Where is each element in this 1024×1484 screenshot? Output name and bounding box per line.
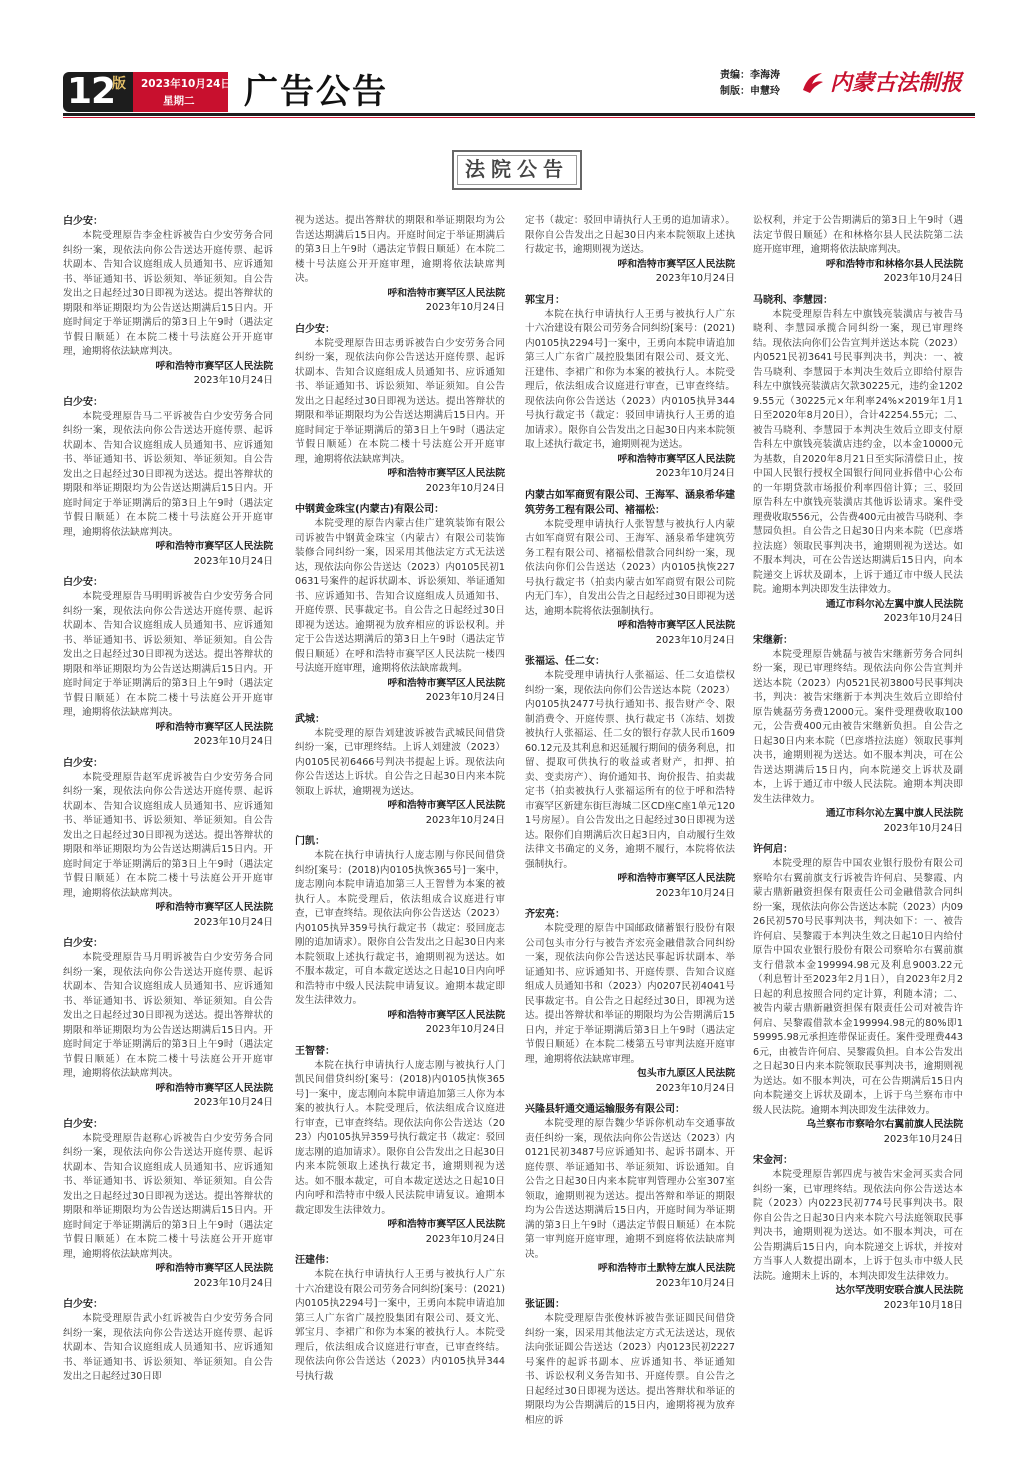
notice-body: 本院受理原告田志勇诉被告白少安劳务合同纠纷一案，现依法向你公告送达开庭传票、起诉状副本、告知合议庭组成人员通知书、应诉通知书、举证通知书、诉讼须知、举证须知。自公告发出之日起经过30日即视为送达。提出答辩状的期限和举证期限均为公告送达期满后15日内。开庭时间定于举证期满后的第3日上午9时（遇法定节假日顺延）在本院二楼十号法庭公开开庭审理，逾期将依法缺席判决。 <box>295 337 505 465</box>
header-rule-accent <box>63 117 975 118</box>
producer-line: 制版：申慧玲 <box>720 86 780 97</box>
court-notice <box>63 214 273 389</box>
notice-court: 呼和浩特市赛罕区人民法院 <box>387 1009 505 1021</box>
header-rule <box>63 113 975 116</box>
notice-court: 呼和浩特市赛罕区人民法院 <box>155 902 273 913</box>
court-notice <box>753 214 963 287</box>
notice-body: 本院受理原告马明明诉被告白少安劳务合同纠纷一案，现依法向你公告送达开庭传票、起诉状副本、告知合议庭组成人员通知书、应诉通知书、举证通知书、诉讼须知、举证须知。自公告发出之日起经过30日即视为送达。提出答辩状的期限和举证期限均为公告送达期满后15日内。开庭时间定于举证期满后的第3日上午9时（遇法定节假日顺延）在本院二楼十号法庭公开开庭审理，逾期将依法缺席判决。 <box>63 591 273 718</box>
notice-addressee: 宋金河： <box>753 1155 793 1166</box>
court-notice <box>295 1253 505 1384</box>
notice-body: 本院受理申请执行人张智慧与被执行人内蒙古如军商贸有限公司、王海军、涵泉希华建筑劳务工程有限公司、褚福松借款合同纠纷一案，现依法向你们公告送达（2023）内0105执恢227号执行裁定书（拍卖内蒙古如军商贸有限公司院内无门车），自发出公告之日起经过30日即视为送达，逾期本院将依法强制执行。 <box>525 518 735 617</box>
notice-body: 本院在执行申请执行人王勇与被执行人广东十六冶建设有限公司劳务合同纠纷[案号：(2021)内0105执2294号]一案中，王勇向本院申请追加第三人广东省广晟控股集团有限公司、聂文光、汪建伟、李裙广和你为本案的被执行人。本院受理后，依法组成合议庭进行审查，已审查终结。现依法向你公告送达（2023）内0105执异344号执行裁定书（裁定：驳回申请执行人王勇的追加请求）。限你自公告发出之日起30日内来本院领取上述执行裁定书，逾期则视为送达。 <box>525 308 735 450</box>
issue-date-box <box>133 72 231 112</box>
court-notice <box>525 1297 735 1428</box>
logo-emblem-icon <box>800 70 826 96</box>
editor-credits <box>720 68 780 100</box>
banner-title: 法院公告 <box>465 157 569 181</box>
notice-body: 讼权利，并定于公告期满后的第3日上午9时（遇法定节假日顺延）在和林格尔县人民法院第二法庭开庭审理，逾期将依法缺席判决。 <box>753 215 963 255</box>
notice-court: 乌兰察布市察哈尔右翼前旗人民法院 <box>806 1119 963 1130</box>
notice-body: 本院受理原告赵军虎诉被告白少安劳务合同纠纷一案，现依法向你公告送达开庭传票、起诉状副本、告知合议庭组成人员通知书、应诉通知书、举证通知书、诉讼须知、举证须知。自公告发出之日起经过30日即视为送达。提出答辩状的期限和举证期限均为公告送达期满后15日内。开庭时间定于举证期满后的第3日上午9时（遇法定节假日顺延）在本院二楼十号法庭公开开庭审理，逾期将依法缺席判决。 <box>63 771 273 899</box>
court-notice <box>525 214 735 287</box>
court-notice <box>525 488 735 649</box>
notice-column <box>295 214 505 1476</box>
notice-column <box>525 214 735 1476</box>
page-number: 12 <box>67 71 116 112</box>
notice-date: 2023年10月24日 <box>883 822 963 834</box>
notice-body: 本院受理原告马月明诉被告白少安劳务合同纠纷一案，现依法向你公告送达开庭传票、起诉状副本、告知合议庭组成人员通知书、应诉通知书、举证通知书、诉讼须知、举证须知。自公告发出之日起经过30日即视为送达。提出答辩状的期限和举证期限均为公告送达期满后15日内。开庭时间定于举证期满后的第3日上午9时（遇法定节假日顺延）在本院二楼十号法庭公开开庭审理，逾期将依法缺席判决。 <box>63 952 273 1079</box>
notice-addressee: 内蒙古如军商贸有限公司、王海军、涵泉希华建筑劳务工程有限公司、褚福松： <box>525 489 735 516</box>
notice-date: 2023年10月24日 <box>425 1024 505 1035</box>
notice-body: 本院受理原告赵称心诉被告白少安劳务合同纠纷一案，现依法向你公告送达开庭传票、起诉状副本、告知合议庭组成人员通知书、应诉通知书、举证通知书、诉讼须知、举证须知。自公告发出之日起经过30日即视为送达。提出答辩状的期限和举证期限均为公告送达期满后15日内。开庭时间定于举证期满后的第3日上午9时（遇法定节假日顺延）在本院二楼十号法庭公开开庭审理，逾期将依法缺席判决。 <box>63 1132 273 1260</box>
editor-line: 责编：李海涛 <box>720 70 780 81</box>
notice-body: 本院受理原告郭四虎与被告宋金河买卖合同纠纷一案，已审理终结。现依法向你公告送达本院（2023）内0223民初774号民事判决书。限你自公告之日起30日内来本院六号法庭领取民事判决书，逾期则视为送达。如不服本判决，可在公告期满后15日内，向本院递交上诉状，并按对方当事人人数提出副本，上诉于包头市中级人民法院。逾期未上诉的，本判决即发生法律效力。 <box>753 1169 963 1282</box>
newspaper-logo <box>800 68 975 102</box>
notice-addressee: 白少安： <box>63 216 103 227</box>
notice-court: 呼和浩特市土默特左旗人民法院 <box>597 1263 735 1274</box>
notice-date: 2023年10月24日 <box>655 273 735 284</box>
page-number-badge <box>63 72 133 112</box>
court-notice-banner <box>452 150 582 190</box>
notice-date: 2023年10月24日 <box>883 273 963 284</box>
notice-date: 2023年10月24日 <box>193 916 273 928</box>
notice-date: 2023年10月24日 <box>655 1082 735 1094</box>
notice-addressee: 武城： <box>295 713 325 725</box>
notice-addressee: 白少安： <box>63 577 103 588</box>
notice-body: 本院受理申请执行人张福运、任二女追偿权纠纷一案，现依法向你们公告送达本院（2023）内0105执2477号执行通知书、报告财产令、限制消费令、开庭传票、执行裁定书（冻结、划拨被执行人张福运、任二女的银行存款人民币160960.12元及其利息和迟延履行期间的债务利息，扣留、提取可供执行的收益或者财产，扣押、拍卖、变卖房产）、询价通知书、询价报告、拍卖裁定书（拍卖被执行人张福运所有的位于呼和浩特市赛罕区新建东街巨海城二区CD座C座1单元1201号房屋）。自公告发出之日起经过30日即视为送达。限你们自期满后次日起3日内，自动履行生效法律文书确定的义务，逾期不履行，本院将依法强制执行。 <box>525 670 735 870</box>
notice-date: 2023年10月18日 <box>883 1299 963 1311</box>
court-notice <box>753 633 963 837</box>
notice-date: 2023年10月24日 <box>883 1133 963 1145</box>
notice-court: 包头市九原区人民法院 <box>637 1068 735 1079</box>
notice-court: 通辽市科尔沁左翼中旗人民法院 <box>825 598 963 610</box>
issue-date: 2023年10月24日 <box>141 78 231 90</box>
notice-date: 2023年10月24日 <box>425 302 505 313</box>
notice-addressee: 白少安： <box>295 323 335 335</box>
notice-date: 2023年10月24日 <box>425 692 505 703</box>
notice-date: 2023年10月24日 <box>655 1277 735 1289</box>
notice-body: 本院受理原告马二平诉被告白少安劳务合同纠纷一案，现依法向你公告送达开庭传票、起诉状副本、告知合议庭组成人员通知书、应诉通知书、举证通知书、诉讼须知、举证须知。自公告发出之日起经过30日即视为送达。提出答辩状的期限和举证期限均为公告送达期满后15日内。开庭时间定于举证期满后的第3日上午9时（遇法定节假日顺延）在本院二楼十号法庭公开开庭审理，逾期将依法缺席判决。 <box>63 410 273 538</box>
notice-body: 本院受理原告李金柱诉被告白少安劳务合同纠纷一案，现依法向你公告送达开庭传票、起诉状副本、告知合议庭组成人员通知书、应诉通知书、举证通知书、诉讼须知、举证须知。自公告发出之日起经过30日即视为送达。提出答辩状的期限和举证期限均为公告送达期满后15日内。开庭时间定于举证期满后的第3日上午9时（遇法定节假日顺延）在本院二楼十号法庭公开开庭审理，逾期将依法缺席判决。 <box>63 230 273 357</box>
notice-date: 2023年10月24日 <box>655 468 735 479</box>
court-notice <box>63 395 273 570</box>
court-notice <box>63 575 273 750</box>
notice-body: 本院在执行申请执行人庞志刚与你民间借贷纠纷[案号：(2018)内0105执恢365号]一案中，庞志刚向本院申请追加第三人王智替为本案的被执行人。本院受理后，依法组成合议庭进行审查，已审查终结。现依法向你公告送达（2023）内0105执异359号执行裁定书（裁定：驳回庞志刚的追加请求）。限你自公告发出之日起30日内来本院领取上述执行裁定书，逾期则视为送达。如不服本裁定，可自本裁定送达之日起10日内向呼和浩特市中级人民法院申请复议。逾期本裁定即发生法律效力。 <box>295 850 505 1006</box>
notice-court: 呼和浩特市赛罕区人民法院 <box>387 800 505 811</box>
notice-court: 呼和浩特市和林格尔县人民法院 <box>825 258 963 270</box>
notice-date: 2023年10月24日 <box>193 555 273 567</box>
notice-body: 本院受理原告姚磊与被告宋继新劳务合同纠纷一案，现已审理终结。现依法向你公告宣判并送达本院（2023）内0521民初3800号民事判决书，判决：被告宋继新于本判决生效后立即给付原告姚磊劳务费12000元。案件受理费收取100元，公告费400元由被告宋继新负担。自公告之日起30日内来本院（巴彦塔拉法庭）领取民事判决书，逾期则视为送达。如不服本判决，可在公告送达期满后15日内，向本院递交上诉状及副本，上诉于通辽市中级人民法院。逾期本判决即发生法律效力。 <box>753 648 963 805</box>
notice-court: 呼和浩特市赛罕区人民法院 <box>155 1263 273 1274</box>
court-notice <box>295 502 505 706</box>
notice-addressee: 中钢黄金珠宝(内蒙古)有限公司： <box>295 504 445 515</box>
court-notice <box>295 1044 505 1248</box>
notice-addressee: 白少安： <box>63 757 103 769</box>
notice-addressee: 许何启： <box>753 844 793 855</box>
notice-column <box>63 214 273 1476</box>
court-notice <box>525 293 735 482</box>
notice-addressee: 白少安： <box>63 1299 103 1310</box>
notice-court: 达尔罕茂明安联合旗人民法院 <box>835 1285 963 1296</box>
notice-court: 呼和浩特市赛罕区人民法院 <box>155 1082 273 1094</box>
notice-addressee: 王智替： <box>295 1045 335 1057</box>
notice-court: 呼和浩特市赛罕区人民法院 <box>617 873 735 884</box>
notice-date: 2023年10月24日 <box>193 1097 273 1108</box>
notice-body: 定书（裁定：驳回申请执行人王勇的追加请求）。限你自公告发出之日起30日内来本院领取上述执行裁定书，逾期则视为送达。 <box>525 215 735 255</box>
notice-addressee: 兴隆县轩通交通运输服务有限公司： <box>525 1104 685 1115</box>
notice-court: 呼和浩特市赛罕区人民法院 <box>155 360 273 372</box>
court-notice <box>295 322 505 497</box>
notice-body: 本院受理原告武小红诉被告白少安劳务合同纠纷一案，现依法向你公告送达开庭传票、起诉状副本、告知合议庭组成人员通知书、应诉通知书、举证通知书、诉讼须知、举证须知。自公告发出之日起经过30日即 <box>63 1313 273 1382</box>
notice-court: 呼和浩特市赛罕区人民法院 <box>387 677 505 689</box>
notice-court: 呼和浩特市赛罕区人民法院 <box>155 541 273 552</box>
notice-date: 2023年10月24日 <box>193 1277 273 1289</box>
court-notice <box>525 907 735 1096</box>
notice-date: 2023年10月24日 <box>425 482 505 494</box>
court-notice <box>63 1117 273 1292</box>
court-notice <box>295 834 505 1038</box>
notice-addressee: 白少安： <box>63 938 103 949</box>
notice-addressee: 马晓利、李慧园： <box>753 294 833 306</box>
court-notice <box>63 936 273 1111</box>
masthead <box>0 0 1024 130</box>
court-notice <box>295 712 505 829</box>
notice-body: 本院受理原告科左中旗钱亮装潢店与被告马晓利、李慧园承揽合同纠纷一案，现已审理终结。现依法向你们公告宣判并送达本院（2023）内0521民初3641号民事判决书，判决：一、被告马晓利、李慧园于本判决生效后立即给付原告科左中旗钱亮装潢店欠款30225元，违约金12029.55元（30225元×年利率24%×2019年1月1日至2020年8月20日），合计42254.55元；二、被告马晓利、李慧园于本判决生效后立即支付原告科左中旗钱亮装潢店违约金，以本金10000元为基数，自2020年8月21日至实际清偿日止，按中国人民银行授权全国银行间同业拆借中心公布的一年期贷款市场报价利率四倍计算；三、驳回原告科左中旗钱亮装潢店其他诉讼请求。案件受理费收取556元，公告费400元由被告马晓利、李慧园负担。自公告之日起30日内来本院（巴彦塔拉法庭）领取民事判决书，逾期则视为送达。如不服本判决，可在公告送达期满后15日内，向本院递交上诉状及副本，上诉于通辽市中级人民法院。逾期本判决即发生法律效力。 <box>753 308 963 595</box>
logo-text: 内蒙古法制报 <box>830 70 963 96</box>
notice-addressee: 张福运、任二女： <box>525 656 605 667</box>
notice-addressee: 白少安： <box>63 1118 103 1130</box>
notice-addressee: 郭宝月： <box>525 294 565 306</box>
court-notice <box>753 842 963 1147</box>
notice-addressee: 张证圆： <box>525 1299 565 1310</box>
notice-addressee: 齐宏亮： <box>525 909 565 920</box>
notice-date: 2023年10月24日 <box>425 1233 505 1245</box>
notice-court: 呼和浩特市赛罕区人民法院 <box>617 620 735 631</box>
notice-addressee: 宋继新： <box>753 634 793 646</box>
section-title: 广告公告 <box>244 72 388 112</box>
notice-date: 2023年10月24日 <box>655 634 735 646</box>
notice-body: 本院在执行申请执行人庞志刚与被执行人门凯民间借贷纠纷[案号：(2018)内0105执恢365号]一案中，庞志刚向本院申请追加第三人你为本案的被执行人。本院受理后，依法组成合议庭进行审查，已审查终结。现依法向你公告送达（2023）内0105执异359号执行裁定书（裁定：驳回庞志刚的追加请求）。限你自公告发出之日起30日内来本院领取上述执行裁定书，逾期则视为送达。如不服本裁定，可自本裁定送达之日起10日内向呼和浩特市中级人民法院申请复议。逾期本裁定即发生法律效力。 <box>295 1059 505 1216</box>
notice-columns <box>63 214 975 1476</box>
notice-court: 呼和浩特市赛罕区人民法院 <box>387 468 505 479</box>
court-notice <box>525 654 735 901</box>
notice-body: 本院受理的原告刘建波诉被告武城民间借贷纠纷一案，已审理终结。上诉人刘建波（2023）内0105民初6466号判决书提起上诉。现依法向你公告送达上诉状。自公告之日起30日内来本院领取上诉状，逾期视为送达。 <box>295 727 505 797</box>
court-notice <box>525 1102 735 1291</box>
notice-date: 2023年10月24日 <box>883 613 963 624</box>
notice-addressee: 白少安： <box>63 396 103 408</box>
court-notice <box>63 756 273 931</box>
notice-addressee: 门凯： <box>295 836 325 847</box>
notice-body: 本院受理的原告内蒙古佳广建筑装饰有限公司诉被告中钢黄金珠宝（内蒙古）有限公司装饰装修合同纠纷一案，因采用其他法定方式无法送达，现依法向你公告送达（2023）内0105民初10631号案件的起诉状副本、诉讼须知、举证通知书、应诉通知书、告知合议庭组成人员通知书、开庭传票、民事裁定书。自公告之日起经过30日即视为送达。逾期视为放弃相应的诉讼权利。并定于公告送达期满后的第3日上午9时（遇法定节假日顺延）在呼和浩特市赛罕区人民法院一楼四号法庭开庭审理，逾期将依法缺席裁判。 <box>295 518 505 674</box>
notice-body: 本院受理的原告中国农业银行股份有限公司察哈尔右翼前旗支行诉被告许何启、吴黎霞、内蒙古鼎新融资担保有限责任公司金融借款合同纠纷一案，现依法向你公告送达本院（2023）内0926民初570号民事判决书，判决如下：一、被告许何启、吴黎霞于本判决生效之日起10日内给付原告中国农业银行股份有限公司察哈尔右翼前旗支行借款本金199994.98元及利息9003.22元（利息暂计至2023年2月1日），自2023年2月2日起的利息按照合同约定计算，利随本清；二、被告内蒙古鼎新融资担保有限责任公司对被告许何启、吴黎霞借款本金199994.98元的80%即159995.98元承担连带保证责任。案件受理费4436元，由被告许何启、吴黎霞负担。自本公告发出之日起30日内来本院领取民事判决书，逾期则视为送达。如不服本判决，可在公告期满后15日内向本院递交上诉状及副本，上诉于乌兰察布市中级人民法院。逾期本判决即发生法律效力。 <box>753 858 963 1116</box>
court-notice <box>753 293 963 627</box>
notice-date: 2023年10月24日 <box>425 814 505 826</box>
notice-body: 本院在执行申请执行人王勇与被执行人广东十六冶建设有限公司劳务合同纠纷[案号：(2021)内0105执2294号]一案中，王勇向本院申请追加第三人广东省广晟控股集团有限公司、聂文光、郭宝月、李裙广和你为本案的被执行人。本院受理后，依法组成合议庭进行审查，已审查终结。现依法向你公告送达（2023）内0105执异344号执行裁 <box>295 1269 505 1382</box>
notice-court: 呼和浩特市赛罕区人民法院 <box>617 258 735 270</box>
notice-date: 2023年10月24日 <box>655 887 735 899</box>
court-notice <box>63 1297 273 1385</box>
notice-court: 通辽市科尔沁左翼中旗人民法院 <box>825 808 963 819</box>
notice-court: 呼和浩特市赛罕区人民法院 <box>617 453 735 465</box>
notice-body: 本院受理原告张俊林诉被告张证圆民间借贷纠纷一案，因采用其他法定方式无法送达，现依法向张证圆公告送达（2023）内0123民初2227号案件的起诉书副本、应诉通知书、举证通知书、诉讼权利义务告知书、开庭传票。自公告之日起经过30日即视为送达。提出答辩状和举证的期限均为公告期满后的15日内，逾期将视为放弃相应的诉 <box>525 1313 735 1426</box>
court-notice <box>753 1153 963 1313</box>
issue-weekday: 星期二 <box>163 95 195 107</box>
court-notice <box>295 214 505 316</box>
notice-date: 2023年10月24日 <box>193 736 273 747</box>
notice-column <box>753 214 963 1476</box>
notice-date: 2023年10月24日 <box>193 375 273 386</box>
notice-court: 呼和浩特市赛罕区人民法院 <box>387 1219 505 1230</box>
notice-court: 呼和浩特市赛罕区人民法院 <box>155 721 273 733</box>
notice-court: 呼和浩特市赛罕区人民法院 <box>387 287 505 299</box>
notice-body: 本院受理的原告中国邮政储蓄银行股份有限公司包头市分行与被告齐宏亮金融借款合同纠纷一案，现依法向你公告送达民事起诉状副本、举证通知书、应诉通知书、开庭传票、告知合议庭组成人员通知书和（2023）内0207民初4041号民事裁定书。自公告之日起经过30日，即视为送达。提出答辩状和举证的期限均为公告期满后15日内，并定于举证期满后第3日上午9时（遇法定节假日顺延）在本院二楼第五号审判法庭开庭审理，逾期将依法缺席审理。 <box>525 923 735 1065</box>
page-suffix: 版 <box>112 76 126 92</box>
notice-body: 视为送达。提出答辩状的期限和举证期限均为公告送达期满后15日内。开庭时间定于举证期满后的第3日上午9时（遇法定节假日顺延）在本院二楼十号法庭公开开庭审理，逾期将依法缺席判决。 <box>295 215 505 284</box>
notice-body: 本院受理的原告魏少华诉你机动车交通事故责任纠纷一案，现依法向你公告送达（2023）内0121民初3487号应诉通知书、起诉书副本、开庭传票、举证通知书、举证须知、诉讼通知。自公告之日起30日内来本院审判管理办公室307室领取，逾期则视为送达。提出答辩和举证的期限均为公告送达期满后15日内，开庭时间为举证期满的第3日上午9时（遇法定节假日顺延）在本院第一审判庭开庭审理，逾期不到庭将依法缺席判决。 <box>525 1118 735 1260</box>
notice-addressee: 汪建伟： <box>295 1255 335 1266</box>
